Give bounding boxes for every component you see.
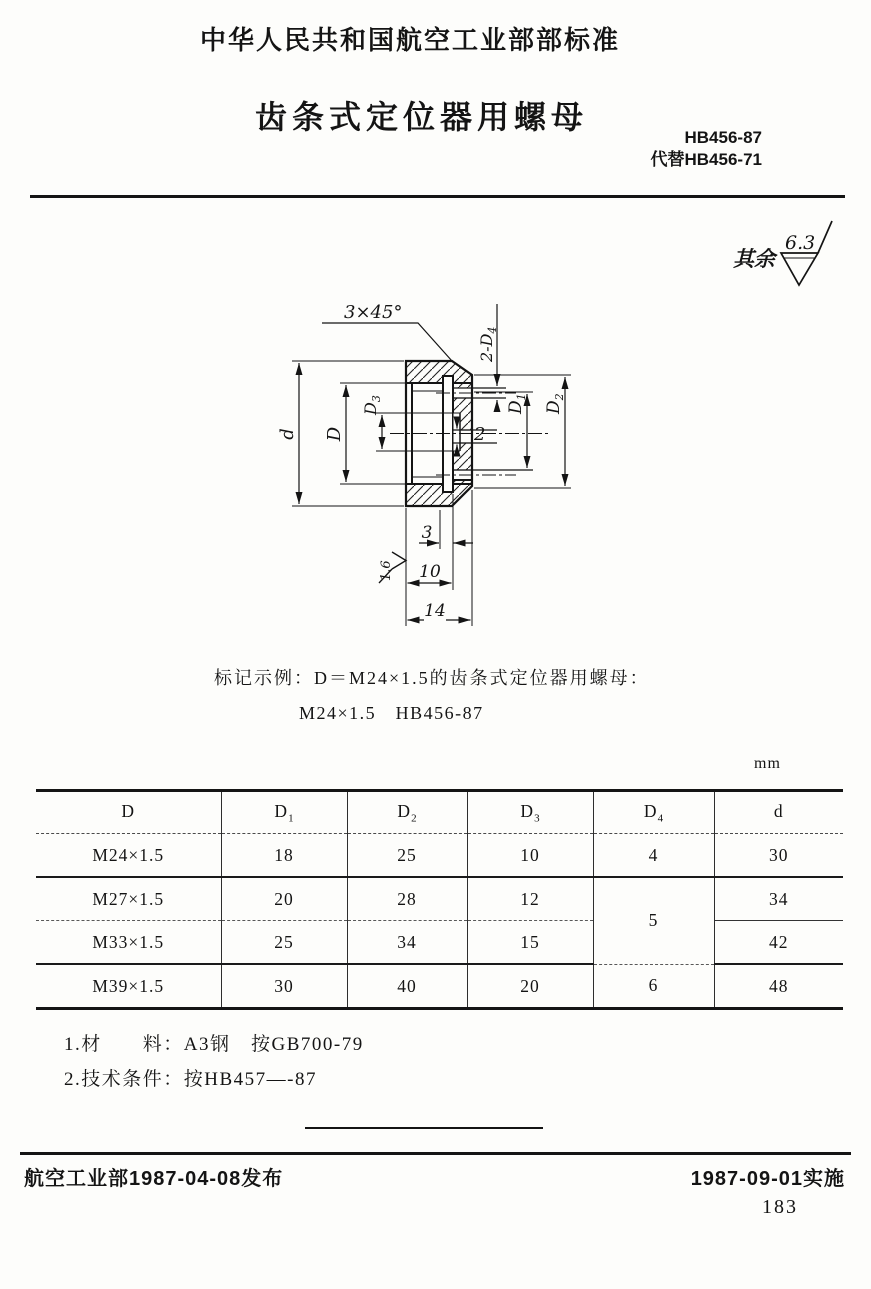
superseded-standard: 代替HB456-71	[650, 150, 762, 169]
chamfer-leader-line	[322, 323, 452, 361]
note-material: 1.材 料：A3钢 按GB700-79	[64, 1034, 364, 1055]
cell-thread: M24×1.5	[36, 834, 221, 878]
dimension-table-wrapper	[36, 789, 843, 1010]
cell-thread: M27×1.5	[36, 877, 221, 921]
col-header-D4: $D_4$	[593, 791, 714, 834]
table-header-row	[36, 791, 843, 834]
col-header-D3: $D_3$	[467, 791, 593, 834]
roughness-prefix-label: 其余	[733, 248, 775, 271]
dim-label-d: d	[277, 428, 298, 440]
page-number: 183	[762, 1196, 798, 1218]
footer-effective: 1987-09-01实施	[690, 1168, 845, 1190]
col-header-D2: $D_2$	[347, 791, 467, 834]
bore-roughness-value: 1.6	[379, 560, 394, 581]
section-end-divider	[305, 1127, 543, 1129]
designation-example-line2: M24×1.5 HB456-87	[299, 703, 484, 723]
header-divider-line	[30, 195, 845, 198]
cell-thread: M39×1.5	[36, 964, 221, 1009]
col-header-D: D	[36, 791, 221, 834]
table-row: M24×1.5 18 25 10 4 30	[36, 834, 843, 878]
designation-example-line1: 标记示例：D＝M24×1.5的齿条式定位器用螺母：	[214, 668, 650, 688]
cell-thread: M33×1.5	[36, 921, 221, 965]
table-row: M27×1.5 20 28 12 5 34	[36, 877, 843, 921]
nut-section-drawing	[240, 282, 660, 660]
chamfer-label: 3×45°	[344, 302, 403, 323]
holes-label: $2-D_4$	[477, 326, 499, 362]
note-technical-conditions: 2.技术条件：按HB457—-87	[64, 1069, 317, 1090]
dim-label-D3: $D_3$	[361, 395, 383, 415]
cell-D4-merged: 5	[593, 877, 714, 964]
dim-label-D2: $D_2$	[544, 393, 566, 414]
table-row: M33×1.5 25 34 15 42	[36, 921, 843, 965]
notes-block	[64, 1027, 364, 1097]
dim-label-groove: 2	[474, 424, 486, 445]
roughness-value: 6.3	[785, 232, 816, 254]
standard-number: HB456-87	[684, 128, 762, 147]
table-row: M39×1.5 30 40 20 6 48	[36, 964, 843, 1009]
general-roughness-note	[700, 212, 865, 302]
footer-issued: 航空工业部1987-04-08发布	[24, 1168, 284, 1190]
standard-number-block	[520, 127, 762, 171]
col-header-D1: $D_1$	[221, 791, 347, 834]
document-title: 齿条式定位器用螺母	[255, 99, 589, 135]
footer-divider-line	[20, 1152, 851, 1155]
dim-label-D: D	[324, 426, 345, 442]
col-header-d: d	[714, 791, 843, 834]
dim-label-10: 10	[419, 562, 441, 582]
dim-label-3: 3	[421, 523, 433, 543]
dimension-table	[36, 789, 843, 1010]
dim-label-14: 14	[424, 601, 446, 621]
dim-label-D1: $D_1$	[506, 393, 528, 414]
table-unit-label: mm	[754, 755, 781, 772]
ministry-standard-heading: 中华人民共和国航空工业部部标准	[200, 25, 621, 55]
